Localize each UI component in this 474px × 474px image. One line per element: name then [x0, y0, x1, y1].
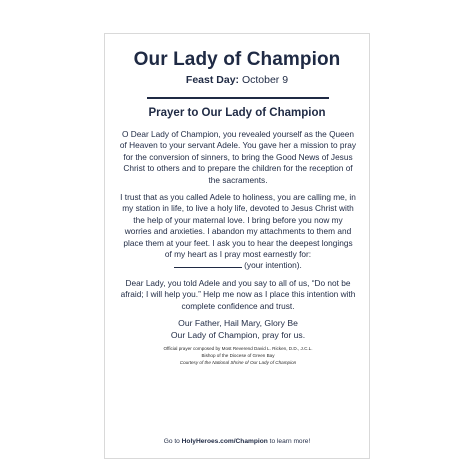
prayer-heading: Prayer to Our Lady of Champion: [148, 107, 326, 119]
prayer-paragraph-2-text: I trust that as you called Adele to holiness, you are calling me, in my station in life, to live a holy life, devoted to Jesus Christ with the help of your maternal love. I bring before you now my worries and anxieties. I abandon my attachments to them and place them at your feet. I ask you to hear the deepest longings of my heart as I pray most earnestly for:: [120, 192, 356, 260]
closing-line-1: Our Father, Hail Mary, Glory Be: [178, 318, 298, 329]
credit-line-3: Courtesy of the National Shrine of Our Lady of Champion: [179, 359, 297, 365]
prayer-paragraph-3: Dear Lady, you told Adele and you say to all of us, “Do not be afraid; I will help you.” Help me now as I place this intention with complete confidence and trust.: [120, 277, 356, 311]
prayer-body: [119, 129, 357, 366]
credit-line-2: Bishop of the Diocese of Green Bay: [201, 352, 275, 358]
credits: [119, 346, 357, 366]
prayer-paragraph-2: [119, 192, 357, 272]
intention-blank-line: [174, 260, 242, 268]
footer-suffix: to learn more!: [267, 438, 311, 445]
closing-line-2: Our Lady of Champion, pray for us.: [170, 329, 306, 340]
footer-prefix: Go to: [163, 438, 182, 445]
closing-prayers: [119, 318, 357, 341]
feast-day-label: Feast Day:: [185, 74, 240, 86]
prayer-card: [104, 33, 370, 459]
feast-day-line: [105, 74, 369, 86]
credit-line-1: Official prayer composed by Most Reverend David L. Ricken, D.D., J.C.L.: [163, 345, 313, 351]
feast-day-value: October 9: [239, 74, 289, 86]
prayer-paragraph-1: O Dear Lady of Champion, you revealed yourself as the Queen of Heaven to your servant Adele. You gave her a mission to pray for the conversion of sinners, to bring the Good News of Jesus Christ to others and to prepare the children for the reception of the sacraments.: [119, 129, 357, 185]
footer-link[interactable]: HolyHeroes.com/Champion: [181, 438, 268, 445]
divider-rule: [147, 97, 329, 99]
card-title: Our Lady of Champion: [133, 49, 341, 70]
intention-text: (your intention).: [244, 260, 302, 271]
footer-line: [105, 438, 369, 445]
